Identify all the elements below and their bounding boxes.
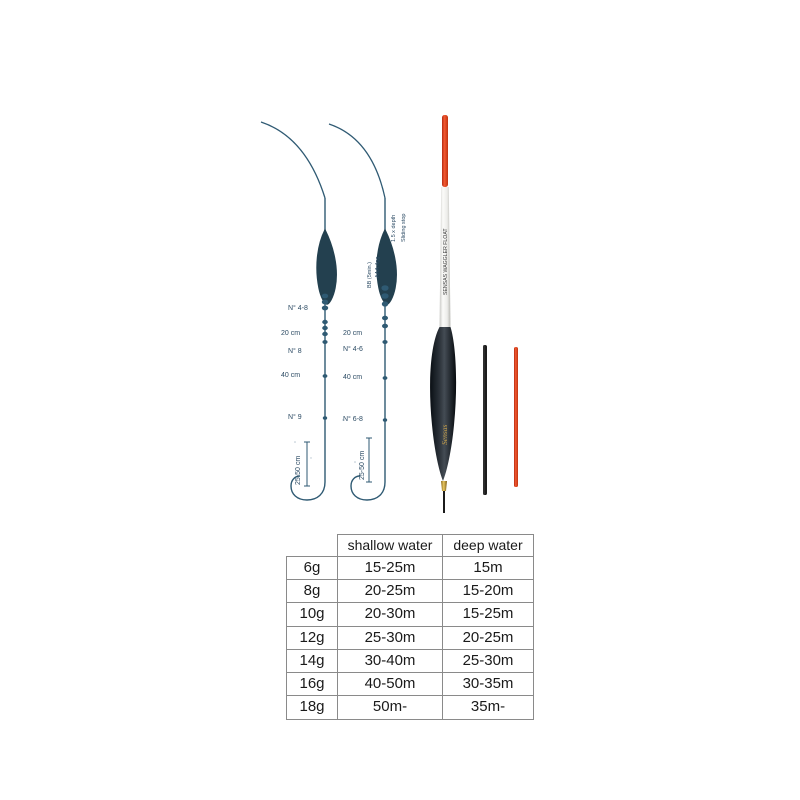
svg-text:SENSAS WAGGLER FLOAT: SENSAS WAGGLER FLOAT <box>443 228 449 295</box>
table-row <box>287 649 534 672</box>
table-header-blank <box>287 535 338 557</box>
table-row <box>287 603 534 626</box>
right-rig-shot-label-1: 20 cm <box>343 330 363 337</box>
table-row <box>287 673 534 696</box>
weight-depth-table <box>286 534 534 720</box>
left-rig-shot-label-1: N° 4-8 <box>288 305 308 312</box>
cell-weight: 14g <box>287 649 338 672</box>
cell-deep: 15-25m <box>443 603 534 626</box>
left-rig-shot-label-3: N° 8 <box>288 348 302 355</box>
table-header-shallow: shallow water <box>338 535 443 557</box>
cell-weight: 18g <box>287 696 338 719</box>
left-rig-shot-label-5: N° 9 <box>288 414 302 421</box>
right-rig-annotation-sliding-stop: Sliding stop <box>401 213 407 242</box>
left-rig-shot-label-4: 40 cm <box>281 372 301 379</box>
table-row <box>287 626 534 649</box>
table-row <box>287 696 534 719</box>
table-header-row <box>287 535 534 557</box>
svg-text:Sensas: Sensas <box>440 424 449 445</box>
cell-shallow: 50m- <box>338 696 443 719</box>
cell-weight: 6g <box>287 556 338 579</box>
cell-weight: 10g <box>287 603 338 626</box>
cell-deep: 20-25m <box>443 626 534 649</box>
cell-shallow: 25-30m <box>338 626 443 649</box>
right-rig-annotation-bb: BB (5min.) <box>367 262 373 288</box>
right-rig-shot-label-4: N° 6-8 <box>343 416 363 423</box>
table-row <box>287 556 534 579</box>
left-rig-shot-label-2: 20 cm <box>281 330 301 337</box>
right-rig-shot-label-3: 40 cm <box>343 374 363 381</box>
cell-shallow: 20-30m <box>338 603 443 626</box>
cell-shallow: 30-40m <box>338 649 443 672</box>
cell-weight: 16g <box>287 673 338 696</box>
table-header-deep: deep water <box>443 535 534 557</box>
cell-deep: 35m- <box>443 696 534 719</box>
cell-weight: 12g <box>287 626 338 649</box>
right-rig-shot-label-2: N° 4-6 <box>343 346 363 353</box>
cell-shallow: 20-25m <box>338 580 443 603</box>
cell-deep: 25-30m <box>443 649 534 672</box>
cell-shallow: 40-50m <box>338 673 443 696</box>
cell-deep: 15-20m <box>443 580 534 603</box>
right-rig-annotation-aaa: AAA 4gg <box>375 256 381 278</box>
cell-deep: 15m <box>443 556 534 579</box>
waggler-float-photo <box>420 95 550 525</box>
right-rig-depth-bracket-label: 25-50 cm <box>359 450 366 480</box>
cell-shallow: 15-25m <box>338 556 443 579</box>
left-rig-depth-bracket-label: 25-50 cm <box>295 455 302 485</box>
right-rig-annotation-depth: 1.5 x depth <box>391 214 397 242</box>
cell-deep: 30-35m <box>443 673 534 696</box>
table-row <box>287 580 534 603</box>
cell-weight: 8g <box>287 580 338 603</box>
